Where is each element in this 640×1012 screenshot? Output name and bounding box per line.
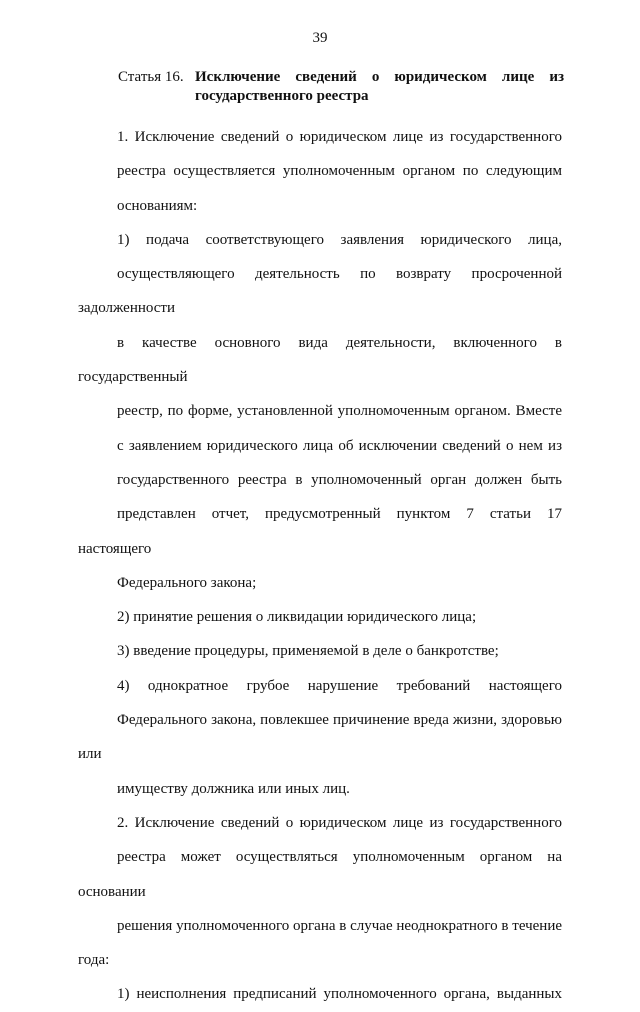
page-number: 39 [312, 30, 328, 46]
paragraph-line: с заявлением юридического лица об исключении сведений о нем из [117, 437, 562, 454]
article-number: Статья 16. [118, 69, 184, 85]
paragraph-line: 1) подача соответствующего заявления юридического лица, [117, 231, 562, 248]
paragraph-line: 2. Исключение сведений о юридическом лице из государственного [117, 814, 562, 831]
paragraph-line: 1) неисполнения предписаний уполномоченного органа, выданных [117, 986, 562, 1003]
paragraph-line: государственного реестра в уполномоченный орган должен быть [117, 471, 562, 488]
paragraph [78, 634, 562, 668]
paragraph-line: 3) введение процедуры, применяемой в деле о банкротстве; [117, 643, 499, 660]
paragraph-line: осуществляющего деятельность по возврату просроченной задолженности [78, 266, 562, 317]
paragraph [78, 120, 562, 223]
article-title [195, 68, 564, 106]
article-title-line: Исключение сведений о юридическом лице из [195, 69, 564, 85]
article-title-line: государственного реестра [195, 88, 369, 104]
paragraph-line: представлен отчет, предусмотренный пунктом 7 статьи 17 настоящего [78, 506, 562, 557]
paragraph-line: Федерального закона; [117, 574, 257, 591]
paragraph-line: основаниям: [117, 197, 198, 214]
paragraph-line: в качестве основного вида деятельности, включенного в государственный [78, 334, 562, 386]
paragraph [78, 223, 562, 600]
paragraph-line: 4) однократное грубое нарушение требований настоящего [117, 677, 562, 694]
paragraph-line: реестра может осуществляться уполномоченным органом на основании [78, 849, 562, 900]
paragraph [78, 669, 562, 806]
paragraph-line: 2) принятие решения о ликвидации юридического лица; [117, 609, 477, 626]
paragraph-line: реестр, по форме, установленной уполномоченным органом. Вместе [117, 403, 562, 420]
paragraph-line: решения уполномоченного органа в случае неоднократного в течение года: [78, 917, 563, 969]
article-body [78, 120, 562, 1012]
paragraph [78, 600, 562, 634]
paragraph [78, 806, 562, 977]
paragraph-line: имуществу должника или иных лиц. [117, 780, 350, 797]
paragraph-line: реестра осуществляется уполномоченным органом по следующим [117, 163, 562, 180]
paragraph-line: 1. Исключение сведений о юридическом лице из государственного [117, 129, 562, 145]
paragraph [78, 977, 562, 1011]
paragraph-line: Федерального закона, повлекшее причинение вреда жизни, здоровью или [78, 712, 562, 763]
